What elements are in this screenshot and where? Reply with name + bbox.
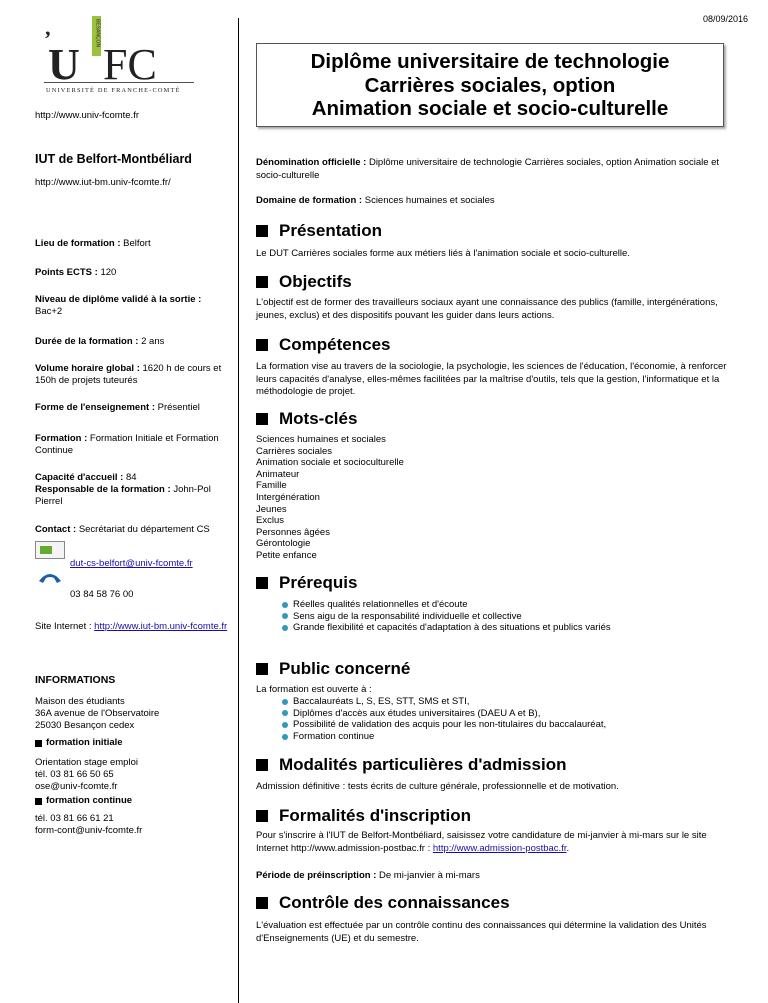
square-bullet-icon xyxy=(256,759,268,771)
section-objectifs-heading: Objectifs xyxy=(256,272,352,292)
title-line-1: Diplôme universitaire de technologie xyxy=(310,50,670,73)
envelope-icon xyxy=(35,541,65,559)
list-item: Animateur xyxy=(256,468,300,480)
section-controle-heading: Contrôle des connaissances xyxy=(256,893,510,913)
list-item: Diplômes d'accès aux études universitaires (DAEU A et B), xyxy=(282,708,606,720)
print-date: 08/09/2016 xyxy=(702,14,748,24)
univ-url[interactable]: http://www.univ-fcomte.fr xyxy=(35,110,140,121)
objectifs-text: L'objectif est de former des travailleurs sociaux ayant une connaissance des publics (famille, intergénérations, jeunes, exclus) et des dispositifs pouvant les guider dans leurs actions. xyxy=(256,297,718,321)
admission-text: Admission définitive : tests écrits de culture générale, professionnelle et de motivation. xyxy=(256,781,619,792)
bullet-icon xyxy=(282,613,288,619)
list-item: Gérontologie xyxy=(256,538,311,550)
section-admission-heading: Modalités particulières d'admission xyxy=(256,755,566,775)
contact-email-link[interactable]: dut-cs-belfort@univ-fcomte.fr xyxy=(70,558,193,569)
denomination-officielle: Dénomination officielle : Diplôme universitaire de technologie Carrières sociales, option Animation sociale et socio-culturelle xyxy=(256,157,720,181)
square-bullet-icon xyxy=(256,577,268,589)
ufc-logo-mark xyxy=(32,16,202,96)
square-bullet-icon xyxy=(256,225,268,237)
list-item: Possibilité de validation des acquis pour les non-titulaires du baccalauréat, xyxy=(282,719,606,731)
square-bullet-icon xyxy=(35,798,42,805)
formation-type: Formation : Formation Initiale et Formation Continue xyxy=(35,433,219,456)
svg-text:U: U xyxy=(48,40,80,89)
square-bullet-icon xyxy=(35,740,42,747)
responsable-formation: Responsable de la formation : John-Pol Pierrel xyxy=(35,484,211,507)
formation-continue-contact: tél. 03 81 66 61 21 form-cont@univ-fcomte.fr xyxy=(35,813,143,836)
title-line-3: Animation sociale et socio-culturelle xyxy=(311,97,669,120)
formation-initiale-title: formation initiale xyxy=(35,737,123,749)
admission-postbac-link[interactable]: http://www.admission-postbac.fr xyxy=(432,842,567,854)
inscription-text: Pour s'inscrire à l'IUT de Belfort-Montbéliard, saisissez votre candidature de mi-janvier à mi-mars sur le site Internet http://www.admission-postbac.fr : http://www.admission-postbac.fr. xyxy=(256,830,707,854)
title-line-2: Carrières sociales, option xyxy=(364,73,616,97)
ufc-logo xyxy=(32,16,202,96)
section-public-heading: Public concerné xyxy=(256,659,410,679)
forme-enseignement: Forme de l'enseignement : Présentiel xyxy=(35,402,200,413)
presentation-text: Le DUT Carrières sociales forme aux métiers liés à l'animation sociale et socio-culturelle. xyxy=(256,248,630,259)
bullet-icon xyxy=(282,625,288,631)
informations-title: INFORMATIONS xyxy=(35,674,116,686)
square-bullet-icon xyxy=(256,276,268,288)
list-item: Carrières sociales xyxy=(256,445,333,457)
list-item: Jeunes xyxy=(256,503,287,515)
prerequis-list xyxy=(282,599,611,634)
formation-continue-title: formation continue xyxy=(35,795,132,807)
svg-text:FC: FC xyxy=(103,40,157,89)
list-item: Petite enfance xyxy=(256,549,317,561)
capacite-accueil: Capacité d'accueil : 84 xyxy=(35,472,137,483)
bullet-icon xyxy=(282,710,288,716)
contact: Contact : Secrétariat du département CS xyxy=(35,524,210,535)
public-list xyxy=(282,696,606,742)
list-item: Exclus xyxy=(256,515,284,527)
points-ects: Points ECTS : 120 xyxy=(35,267,117,278)
square-bullet-icon xyxy=(256,897,268,909)
iut-name: IUT de Belfort-Montbéliard xyxy=(35,152,192,166)
phone-icon xyxy=(37,571,63,588)
site-internet-link[interactable]: http://www.iut-bm.univ-fcomte.fr xyxy=(94,621,228,632)
iut-url[interactable]: http://www.iut-bm.univ-fcomte.fr/ xyxy=(35,177,171,188)
list-item: Formation continue xyxy=(282,731,606,743)
list-item: Sens aigu de la responsabilité individuelle et collective xyxy=(282,611,611,623)
column-divider xyxy=(238,18,239,1003)
volume-horaire: Volume horaire global : 1620 h de cours et 150h de projets tuteurés xyxy=(35,363,222,386)
motscles-list xyxy=(256,434,404,562)
section-inscription-heading: Formalités d'inscription xyxy=(256,806,471,826)
duree-formation: Durée de la formation : 2 ans xyxy=(35,336,165,347)
section-presentation-heading: Présentation xyxy=(256,221,382,241)
bullet-icon xyxy=(282,602,288,608)
periode-preinscription: Période de préinscription : De mi-janvier à mi-mars xyxy=(256,870,480,881)
logo-university-name: UNIVERSITÉ DE FRANCHE-COMTÉ xyxy=(46,87,181,94)
square-bullet-icon xyxy=(256,663,268,675)
controle-text: L'évaluation est effectuée par un contrôle continu des connaissances qui détermine la validation des Unités d'Enseignements (UE) et du semestre. xyxy=(256,920,707,944)
square-bullet-icon xyxy=(256,810,268,822)
list-item: Baccalauréats L, S, ES, STT, SMS et STI, xyxy=(282,696,606,708)
square-bullet-icon xyxy=(256,339,268,351)
list-item: Sciences humaines et sociales xyxy=(256,434,386,445)
niveau-diplome: Niveau de diplôme validé à la sortie : Bac+2 xyxy=(35,294,202,317)
bullet-icon xyxy=(282,734,288,740)
bullet-icon xyxy=(282,722,288,728)
competences-text: La formation vise au travers de la sociologie, la psychologie, les sciences de l'éducation, l'économie, à renforcer leurs capacités d'analyse, elles-mêmes facilitées par la maîtrise d'outils, tels que la gestion, l'informatique et la méthodologie de projet. xyxy=(256,361,727,397)
phone-number: 03 84 58 76 00 xyxy=(70,589,134,600)
informations-address: Maison des étudiants 36A avenue de l'Observatoire 25030 Besançon cedex xyxy=(35,696,160,731)
list-item: Famille xyxy=(256,480,287,492)
section-motscles-heading: Mots-clés xyxy=(256,409,357,429)
list-item: Animation sociale et socioculturelle xyxy=(256,457,404,469)
public-intro: La formation est ouverte à : xyxy=(256,684,372,695)
logo-vertical-text: BESANÇON xyxy=(94,19,101,48)
section-competences-heading: Compétences xyxy=(256,335,390,355)
list-item: Intergénération xyxy=(256,491,320,503)
diploma-title-box xyxy=(256,43,724,127)
svg-text:’: ’ xyxy=(44,26,52,51)
list-item: Réelles qualités relationnelles et d'écoute xyxy=(282,599,611,611)
site-internet: Site Internet : http://www.iut-bm.univ-fcomte.fr xyxy=(35,621,228,632)
section-prerequis-heading: Prérequis xyxy=(256,573,357,593)
list-item: Personnes âgées xyxy=(256,526,330,538)
list-item: Grande flexibilité et capacités d'adaptation à des situations et publics variés xyxy=(282,622,611,634)
square-bullet-icon xyxy=(256,413,268,425)
domaine-formation: Domaine de formation : Sciences humaines et sociales xyxy=(256,195,495,206)
lieu-formation: Lieu de formation : Belfort xyxy=(35,238,151,249)
formation-initiale-contact: Orientation stage emploi tél. 03 81 66 50 65 ose@univ-fcomte.fr xyxy=(35,757,138,792)
bullet-icon xyxy=(282,699,288,705)
